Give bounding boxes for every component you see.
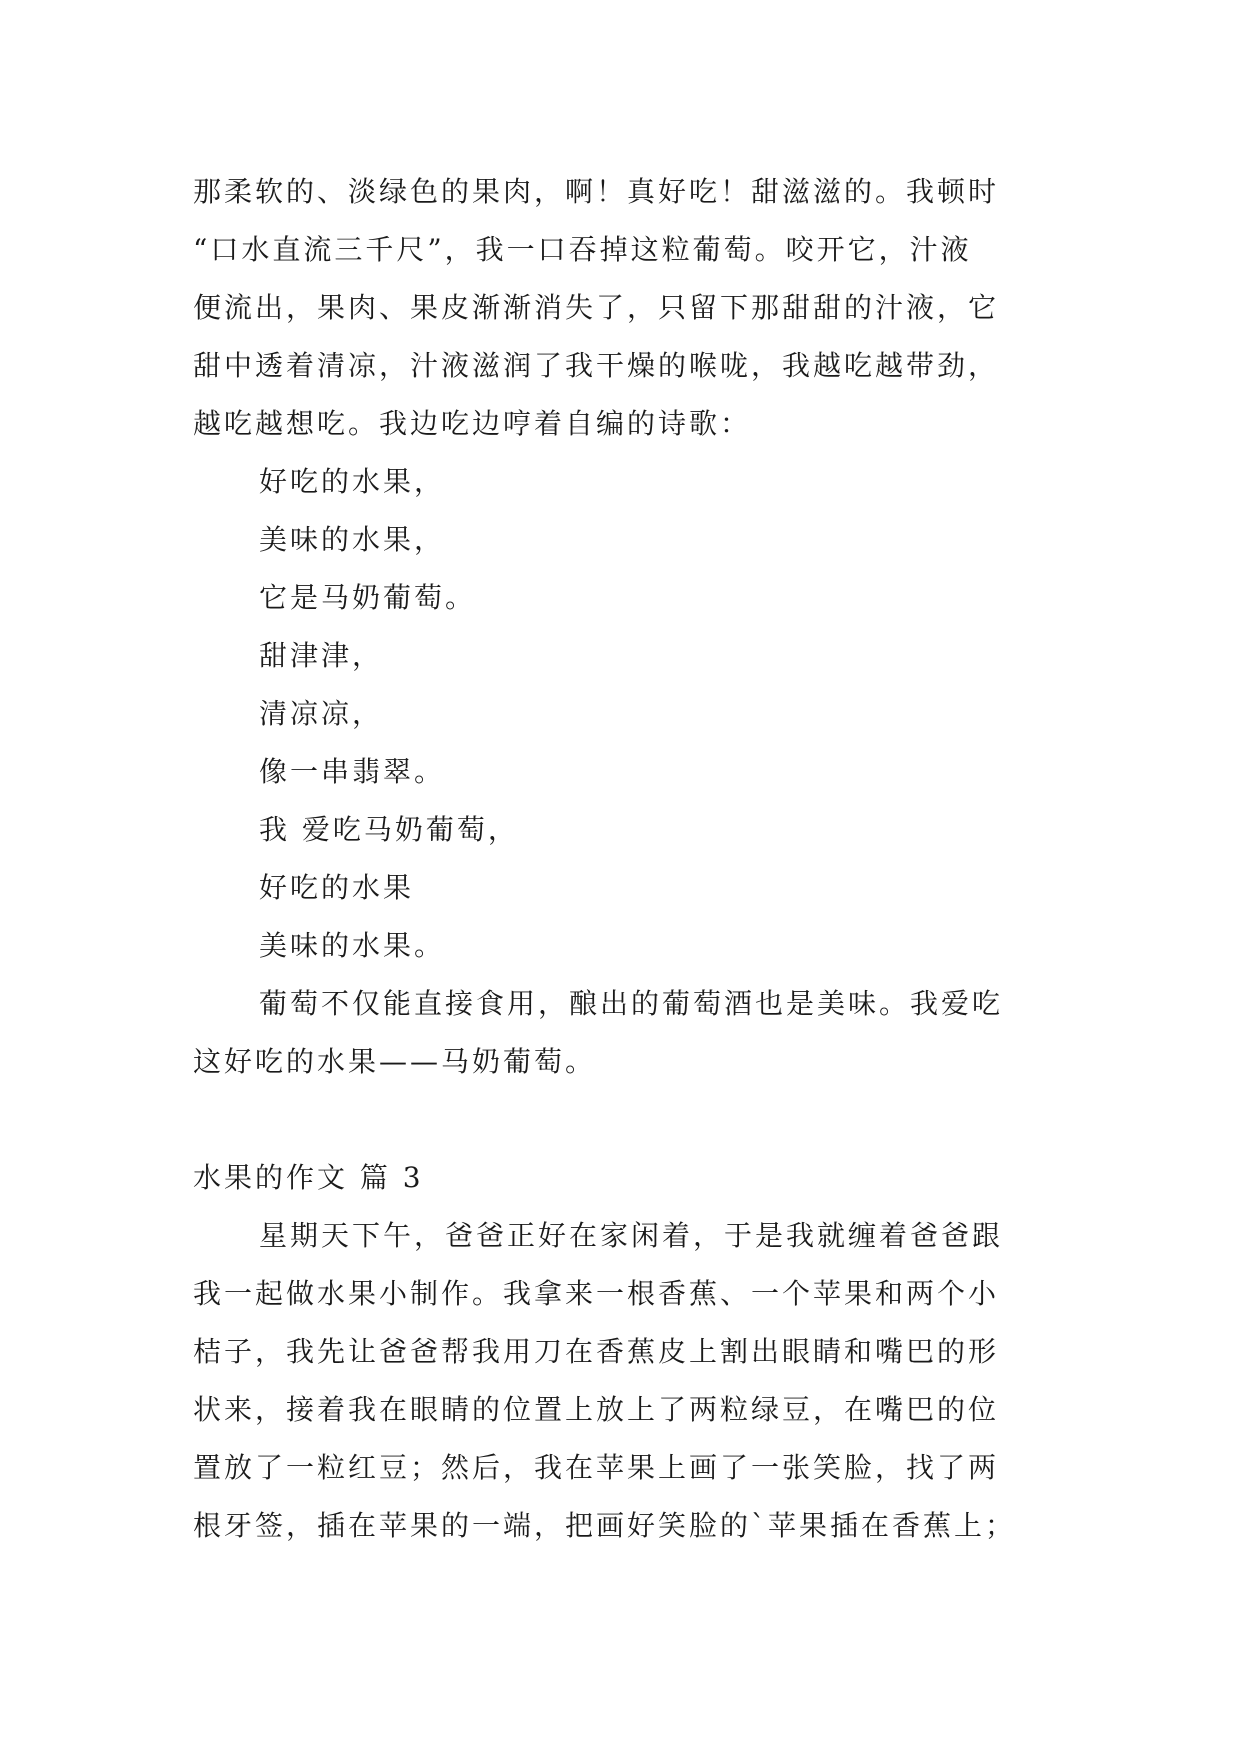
poem-line: 它是马奶葡萄。 xyxy=(259,581,477,614)
text-line: 甜中透着清凉，汁液滋润了我干燥的喉咙，我越吃越带劲， xyxy=(193,349,1000,382)
text-line: 星期天下午，爸爸正好在家闲着，于是我就缠着爸爸跟 xyxy=(259,1219,1004,1252)
text-line: 桔子，我先让爸爸帮我用刀在香蕉皮上割出眼睛和嘴巴的形 xyxy=(193,1335,1000,1368)
poem-line: 好吃的水果， xyxy=(259,465,446,498)
poem-line: 像一串翡翠。 xyxy=(259,755,446,788)
text-line: 这好吃的水果——马奶葡萄。 xyxy=(193,1045,597,1078)
poem-line: 好吃的水果 xyxy=(259,871,415,904)
poem-line: 美味的水果， xyxy=(259,523,446,556)
poem-line: 清凉凉， xyxy=(259,697,384,730)
paragraph-closing xyxy=(193,975,1063,1091)
document-body xyxy=(193,163,1063,1555)
text-line: 那柔软的、淡绿色的果肉，啊！真好吃！甜滋滋的。我顿时 xyxy=(193,175,1000,208)
paragraph-grape-description xyxy=(193,163,1063,453)
text-line: 我一起做水果小制作。我拿来一根香蕉、一个苹果和两个小 xyxy=(193,1277,1000,1310)
text-line: “口水直流三千尺”，我一口吞掉这粒葡萄。咬开它，汁液 xyxy=(193,233,972,266)
text-line: 越吃越想吃。我边吃边哼着自编的诗歌： xyxy=(193,407,752,440)
text-line: 状来，接着我在眼睛的位置上放上了两粒绿豆，在嘴巴的位 xyxy=(193,1393,1000,1426)
text-line: 根牙签，插在苹果的一端，把画好笑脸的`苹果插在香蕉上； xyxy=(193,1509,1017,1542)
poem-line: 我 爱吃马奶葡萄， xyxy=(259,813,519,846)
section-heading: 水果的作文 篇 3 xyxy=(193,1161,424,1194)
section-gap xyxy=(193,1091,1063,1149)
poem-line: 美味的水果。 xyxy=(259,929,446,962)
paragraph-fruit-craft xyxy=(193,1207,1063,1555)
text-line: 葡萄不仅能直接食用，酿出的葡萄酒也是美味。我爱吃 xyxy=(259,987,1004,1020)
text-line: 置放了一粒红豆；然后，我在苹果上画了一张笑脸，找了两 xyxy=(193,1451,1000,1484)
poem xyxy=(193,453,1063,975)
poem-line: 甜津津， xyxy=(259,639,384,672)
text-line: 便流出，果肉、果皮渐渐消失了，只留下那甜甜的汁液，它 xyxy=(193,291,1000,324)
